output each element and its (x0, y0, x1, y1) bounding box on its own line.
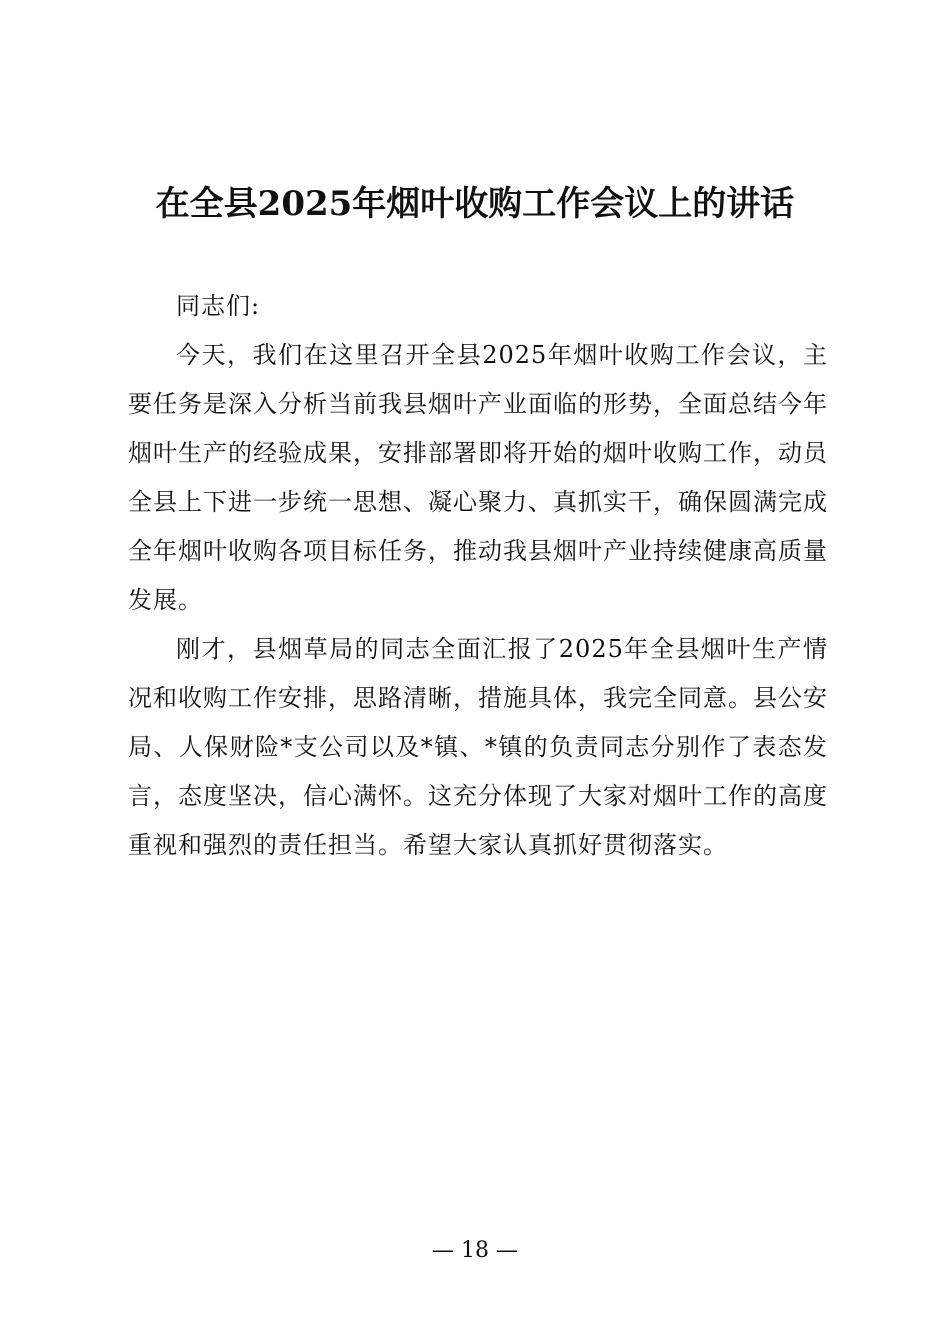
document-body (128, 282, 828, 870)
greeting-paragraph: 同志们: (176, 292, 261, 320)
body-paragraph-2: 刚才，县烟草局的同志全面汇报了2025年全县烟叶生产情况和收购工作安排，思路清晰，措施具体，我完全同意。县公安局、人保财险*支公司以及*镇、*镇的负责同志分别作了表态发言，态度坚决，信心满怀。这充分体现了大家对烟叶工作的高度重视和强烈的责任担当。希望大家认真抓好贯彻落实。 (128, 635, 828, 859)
body-paragraph-1: 今天，我们在这里召开全县2025年烟叶收购工作会议，主要任务是深入分析当前我县烟叶产业面临的形势，全面总结今年烟叶生产的经验成果，安排部署即将开始的烟叶收购工作，动员全县上下进一步统一思想、凝心聚力、真抓实干，确保圆满完成全年烟叶收购各项目标任务，推动我县烟叶产业持续健康高质量发展。 (128, 341, 828, 614)
page-number: — 18 — (432, 1238, 518, 1263)
document-title: 在全县2025年烟叶收购工作会议上的讲话 (155, 184, 795, 224)
